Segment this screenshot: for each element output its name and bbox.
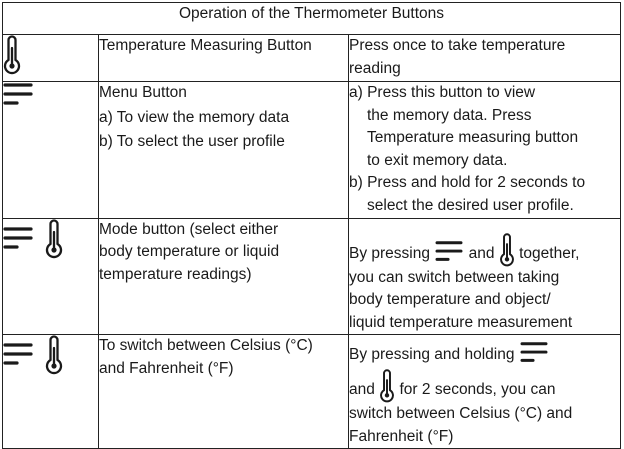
description-line: reading [349, 59, 401, 77]
description-text: By pressing and holding [349, 346, 515, 364]
description-text: By pressing [349, 244, 430, 262]
icon-cell [3, 35, 99, 82]
thermometer-icon [499, 233, 515, 267]
description-cell [349, 218, 621, 335]
description-line: the memory data. Press [367, 106, 532, 124]
thermometer-icon [379, 369, 395, 403]
button-name: Mode button (select either [99, 220, 279, 238]
icon-cell [3, 82, 99, 219]
table-row [3, 82, 621, 219]
description-cell [349, 82, 621, 219]
table-row [3, 35, 621, 82]
operations-table [2, 2, 621, 449]
description-line [349, 341, 620, 367]
button-function: a) To view the memory data [99, 108, 290, 126]
description-line: switch between Celsius (°C) and [349, 404, 573, 422]
menu-icon [3, 342, 33, 368]
button-name: Menu Button [99, 84, 187, 101]
menu-icon [519, 341, 549, 365]
menu-icon [3, 226, 33, 252]
thermometer-icon [45, 335, 63, 375]
description-text: and [349, 380, 375, 398]
thermometer-icon [45, 219, 63, 259]
description-line: you can switch between taking [349, 268, 560, 286]
button-name-cell [99, 218, 349, 335]
menu-icon [434, 240, 464, 264]
description-line: liquid temperature measurement [349, 313, 573, 331]
description-line: b) Press and hold for 2 seconds to [349, 174, 586, 192]
description-line [349, 233, 620, 267]
description-line: Fahrenheit (°F) [349, 427, 454, 445]
table-row [3, 218, 621, 335]
icon-cell [3, 218, 99, 335]
button-name-line: body temperature or liquid [99, 243, 280, 261]
description-cell [349, 35, 621, 82]
description-text: for 2 seconds, you can [399, 380, 556, 398]
description-line [349, 369, 620, 403]
table-title-row [3, 3, 621, 35]
description-text: and [468, 244, 495, 262]
button-name-cell [99, 35, 349, 82]
description-line: Press once to take temperature [349, 37, 566, 54]
description-line: to exit memory data. [367, 151, 508, 169]
button-name: Temperature Measuring Button [99, 37, 312, 54]
thermometer-icon [3, 35, 21, 75]
description-line: a) Press this button to view [349, 84, 536, 101]
button-name: To switch between Celsius (°C) [99, 337, 313, 355]
button-name-cell [99, 82, 349, 219]
button-name-line: temperature readings) [99, 265, 252, 283]
description-line: Temperature measuring button [367, 129, 579, 147]
menu-icon [3, 82, 33, 108]
description-text: together, [519, 244, 580, 262]
description-line: select the desired user profile. [367, 196, 574, 214]
description-line: body temperature and object/ [349, 291, 551, 309]
table-title: Operation of the Thermometer Buttons [3, 3, 621, 35]
button-name-line: and Fahrenheit (°F) [99, 359, 234, 377]
button-function: b) To select the user profile [99, 133, 285, 151]
